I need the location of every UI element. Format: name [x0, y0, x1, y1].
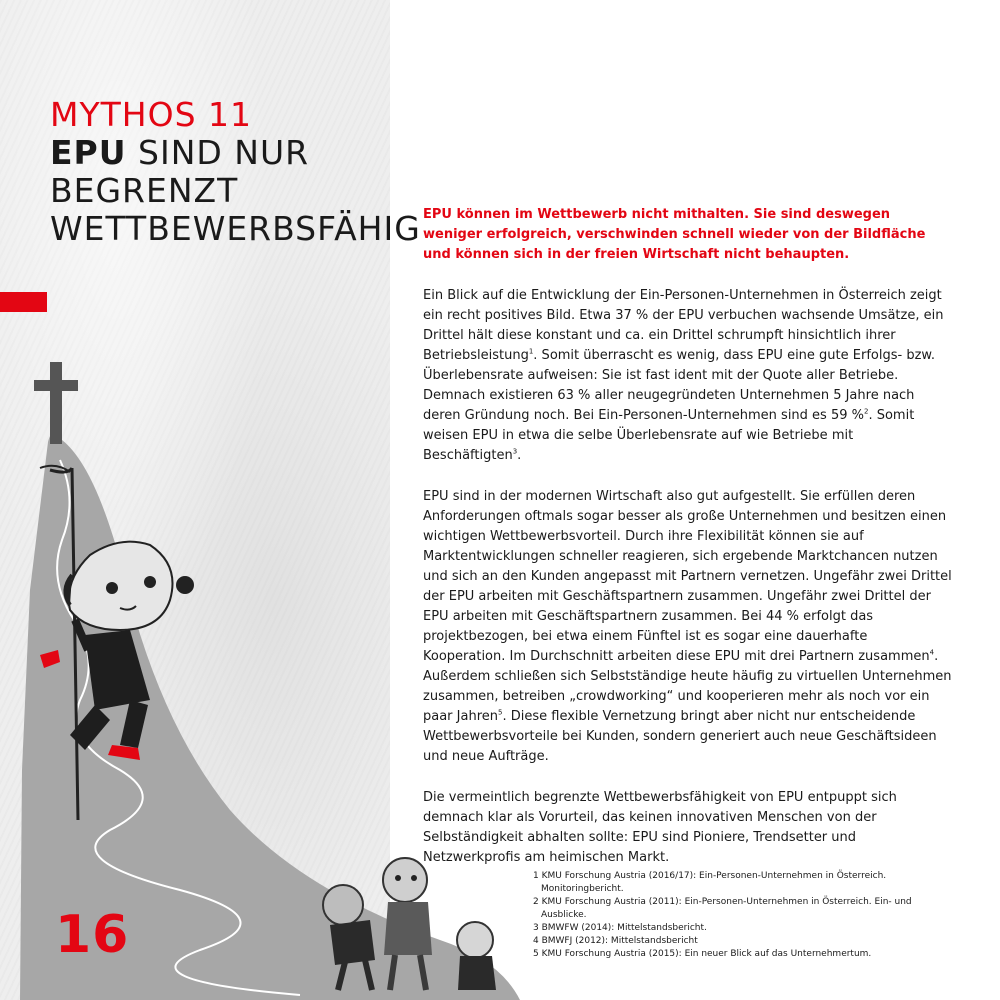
paragraph-2-text-a: EPU sind in der modernen Wirtschaft also gut aufgestellt. Sie erfüllen deren Anforderungen oftmals sogar besser als große Unternehmen und besitzen einen wichtigen Wettbewerbsvorteil. Durch ihre Flexibilität können sie auf Marktentwicklungen schneller reagieren, sich ergebende Marktchancen nutzen und sich an den Kunden angepasst mit Partnern vernetzen. Ungefähr zwei Drittel der EPU arbeiten mit Geschäftspartnern zusammen. Ungefähr zwei Drittel der EPU arbeiten mit Geschäftspartnern zusammen. Bei 44 % erfolgt das projektbezogen, bei etwa einem Fünftel ist es sogar eine dauerhafte Kooperation. Im Durchschnitt arbeiten diese EPU mit drei Partnern zusammen — [423, 489, 952, 664]
title-line-2: BEGRENZT — [50, 171, 239, 210]
cross-icon — [34, 362, 78, 444]
paragraph-1-text-b: . Somit überrascht es wenig, dass EPU eine gute Erfolgs- bzw. Überlebensrate aufweisen: Sie ist fast ident mit der Quote aller Betriebe. Demnach existieren 63 % aller neugegründeten Unternehmen 5 Jahre nach deren Gründung noch. Bei Ein-Personen-Unternehmen sind es 59 % — [423, 348, 935, 423]
title-line-3: WETTBEWERBSFÄHIG — [50, 209, 421, 248]
paragraph-1-text-d: . — [517, 448, 522, 463]
footnote: 2 KMU Forschung Austria (2011): Ein-Personen-Unternehmen in Österreich. Ein- und Ausblicke. — [533, 897, 912, 920]
footnote-ref-3: 3 — [512, 447, 518, 456]
title-line-1 — [50, 134, 410, 172]
red-accent-bar — [0, 292, 47, 312]
footnote: 5 KMU Forschung Austria (2015): Ein neuer Blick auf das Unternehmertum. — [533, 949, 872, 959]
paragraph-2-text-c: . Diese flexible Vernetzung bringt aber nicht nur entscheidende Wettbewerbsvorteile bei Kunden, sondern generiert auch neue Geschäftsideen und neue Aufträge. — [423, 709, 937, 764]
footnote-ref-4: 4 — [929, 648, 935, 657]
paragraph-1-text-c: . Somit weisen EPU in etwa die selbe Überlebensrate auf wie Betriebe mit Beschäftigten — [423, 408, 915, 463]
footnote-ref-5: 5 — [498, 708, 503, 717]
title-strong: EPU — [50, 133, 127, 172]
footnote: 3 BMWFW (2014): Mittelstandsbericht. — [533, 923, 707, 933]
page-number: 16 — [55, 905, 130, 965]
title-kicker: MYTHOS 11 — [50, 95, 253, 134]
footnote-ref-1: 1 — [528, 347, 534, 356]
body-text-column — [423, 205, 953, 889]
footnotes — [533, 870, 933, 961]
paragraph-2-text-b: . Außerdem schließen sich Selbstständige heute häufig zu virtuellen Unternehmen zusammen, betreiben „crowdworking“ und kooperieren mehr als noch vor ein paar Jahren — [423, 649, 952, 724]
footnote: 4 BMWFJ (2012): Mittelstandsbericht — [533, 936, 698, 946]
page-title — [50, 95, 421, 248]
footnote-ref-2: 2 — [863, 407, 869, 416]
footnote: 1 KMU Forschung Austria (2016/17): Ein-Personen-Unternehmen in Österreich. Monitoringbericht. — [533, 871, 887, 894]
title-line-1-rest: SIND NUR — [126, 133, 310, 172]
body-paragraph-2 — [423, 487, 953, 767]
body-paragraph-1 — [423, 286, 953, 466]
intro-paragraph: EPU können im Wettbewerb nicht mithalten. Sie sind deswegen weniger erfolgreich, verschwinden schnell wieder von der Bildfläche und können sich in der freien Wirtschaft nicht behaupten. — [423, 207, 926, 262]
paragraph-1-text-a: Ein Blick auf die Entwicklung der Ein-Personen-Unternehmen in Österreich zeigt ein recht positives Bild. Etwa 37 % der EPU verbuchen wachsende Umsätze, ein Drittel hält diese konstant und ca. ein Drittel schrumpft hinsichtlich ihrer Betriebsleistung — [423, 288, 944, 363]
body-paragraph-3: Die vermeintlich begrenzte Wettbewerbsfähigkeit von EPU entpuppt sich demnach klar als Vorurteil, das keinen innovativen Menschen von der Selbständigkeit abhalten sollte: EPU sind Pioniere, Trendsetter und Netzwerkprofis am heimischen Markt. — [423, 790, 897, 865]
